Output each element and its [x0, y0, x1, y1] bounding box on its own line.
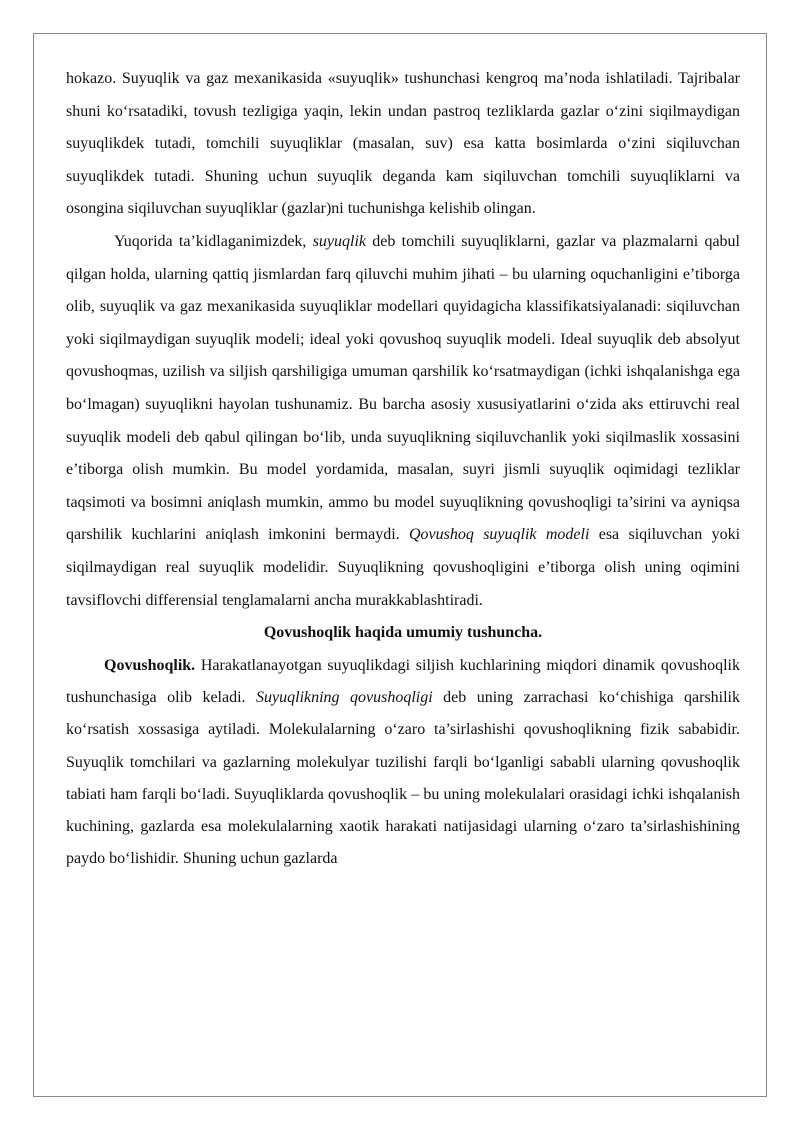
- paragraph-3-text-a: Harakatlanayotgan suyuqlikdagi siljish kuchlarining miqdori dinamik qovushoqlik tushunchasiga olib keladi.: [66, 656, 740, 706]
- term-viscous-fluid-model: Qovushoq suyuqlik modeli: [409, 526, 590, 544]
- document-body: [66, 63, 740, 876]
- term-fluid-viscosity: Suyuqlikning qovushoqligi: [256, 688, 433, 706]
- paragraph-2-text-c: esa siqiluvchan yoki siqilmaydigan real suyuqlik modelidir. Suyuqlikning qovushoqligini e’tiborga olish uning oqimini tavsiflovchi differensial tenglamalarni ancha murakkablashtiradi.: [66, 526, 741, 609]
- section-heading: Qovushoqlik haqida umumiy tushuncha.: [263, 624, 543, 642]
- paragraph-2: [66, 226, 740, 617]
- paragraph-3-text-b: deb uning zarrachasi ko‘chishiga qarshilik ko‘rsatish xossasiga aytiladi. Molekulalarning o‘zaro ta’sirlashishi qovushoqlikning fizik sababidir. Suyuqlik tomchilari va gazlarning molekulyar tuzilishi farqli bo‘lganligi sababli ularning qovushoqlik tabiati ham farqli bo‘ladi. Suyuqliklarda qovushoqlik – bu uning molekulalari orasidagi ichki ishqalanish kuchining, gazlarda esa molekulalarning xaotik harakati natijasidagi ularning o‘zaro ta’sirlashishining paydo bo‘lishidir. Shuning uchun gazlarda: [66, 688, 741, 868]
- paragraph-2-text-a: Yuqorida ta’kidlaganimizdek,: [114, 232, 313, 250]
- term-viscosity-lead: Qovushoqlik.: [104, 656, 196, 674]
- paragraph-2-text-b: deb tomchili suyuqliklarni, gazlar va plazmalarni qabul qilgan holda, ularning qattiq jismlardan farq qiluvchi muhim jihati – bu ularning oquchanligini e’tiborga olib, suyuqlik va gaz mexanikasida suyuqliklar modellari quyidagicha klassifikatsiyalanadi: siqiluvchan yoki siqilmaydigan suyuqlik modeli; ideal yoki qovushoq suyuqlik modeli. Ideal suyuqlik deb absolyut qovushoqmas, uzilish va siljish qarshiligiga umuman qarshilik ko‘rsatmaydigan (ichki ishqalanishga ega bo‘lmagan) suyuqlikni hayolan tushunamiz. Bu barcha asosiy xususiyatlarini o‘zida aks ettiruvchi real suyuqlik modeli deb qabul qilingan bo‘lib, unda suyuqlikning siqiluvchanlik yoki siqilmaslik xossasini e’tiborga olish mumkin. Bu model yordamida, masalan, suyri jismli suyuqlik oqimidagi tezliklar taqsimoti va bosimni aniqlash mumkin, ammo bu model suyuqlikning qovushoqligi ta’sirini va ayniqsa qarshilik kuchlarini aniqlash imkonini bermaydi.: [66, 232, 740, 544]
- paragraph-1: hokazo. Suyuqlik va gaz mexanikasida «suyuqlik» tushunchasi kengroq ma’noda ishlatiladi. Tajribalar shuni ko‘rsatadiki, tovush tezligiga yaqin, lekin undan pastroq tezliklarda gazlar o‘zini siqilmaydigan suyuqlikdek tutadi, tomchili suyuqliklar (masalan, suv) esa katta bosimlarda o‘zini siqiluvchan suyuqlikdek tutadi. Shuning uchun suyuqlik deganda kam siqiluvchan tomchili suyuqliklarni va osongina siqiluvchan suyuqliklar (gazlar)ni tuchunishga kelishib olingan.: [66, 70, 740, 218]
- term-suyuqlik: suyuqlik: [312, 232, 367, 250]
- paragraph-3: [66, 650, 740, 876]
